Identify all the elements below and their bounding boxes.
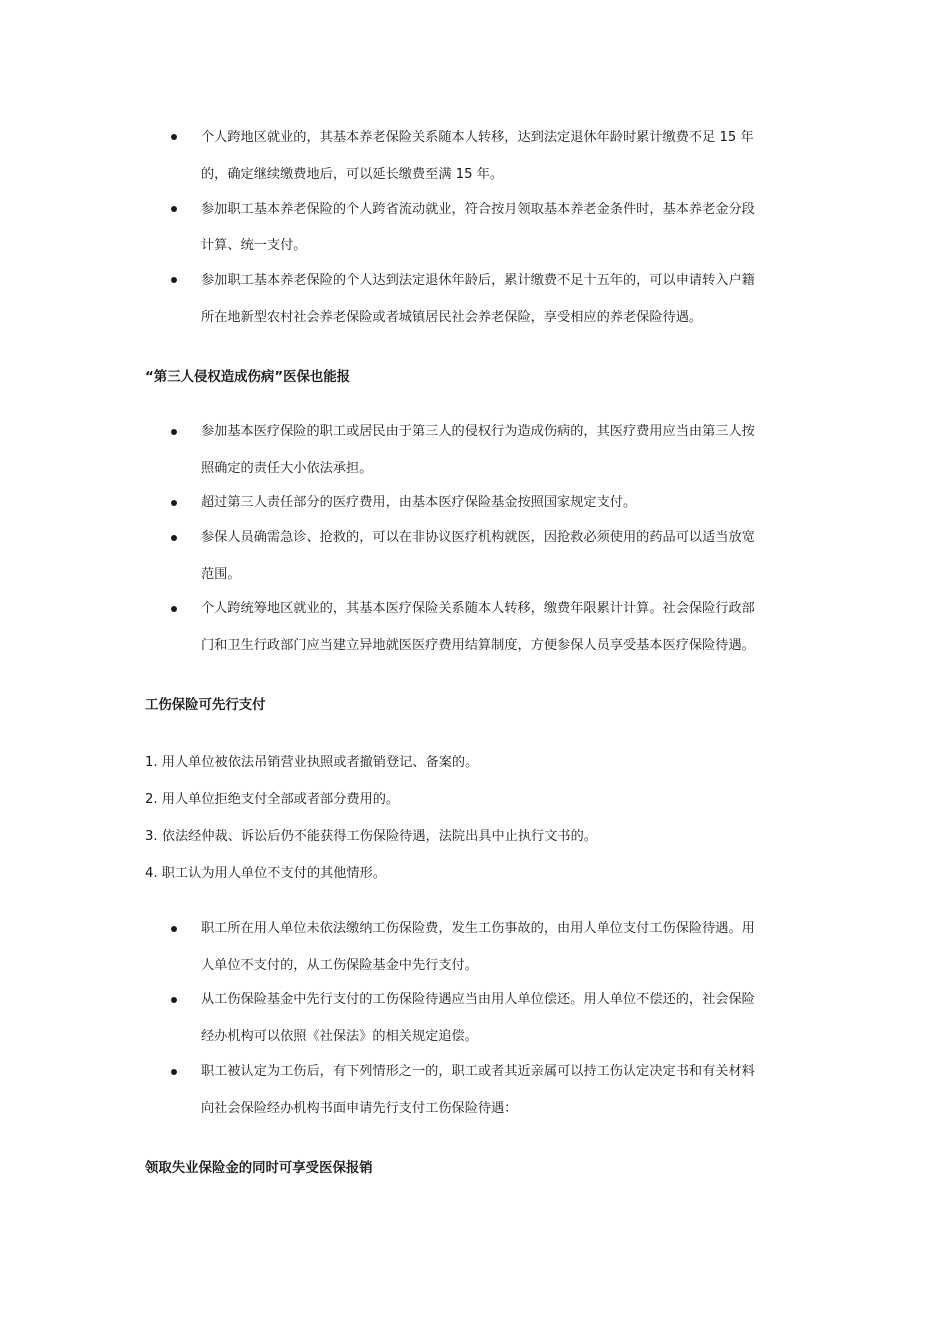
bullet-icon — [171, 134, 177, 140]
bullet-icon — [171, 997, 177, 1003]
bullet-text-line: 超过第三人责任部分的医疗费用，由基本医疗保险基金按照国家规定支付。 — [201, 495, 637, 510]
bullet-text-line: 所在地新型农村社会养老保险或者城镇居民社会养老保险，享受相应的养老保险待遇。 — [201, 310, 703, 325]
bullet-text-line: 计算、统一支付。 — [201, 238, 307, 253]
bullet-icon — [171, 926, 177, 932]
bullet-text-line: 个人跨统筹地区就业的，其基本医疗保险关系随本人转移，缴费年限累计计算。社会保险行政部 — [201, 601, 755, 616]
section-heading: “第三人侵权造成伤病”医保也能报 — [145, 370, 351, 385]
bullet-text-line: 参加基本医疗保险的职工或居民由于第三人的侵权行为造成伤病的，其医疗费用应当由第三人按 — [201, 424, 755, 439]
bullet-text-line: 参保人员确需急诊、抢救的，可以在非协议医疗机构就医，因抢救必须使用的药品可以适当放宽 — [201, 530, 755, 545]
bullet-text-line: 照确定的责任大小依法承担。 — [201, 461, 373, 476]
bullet-text-line: 参加职工基本养老保险的个人达到法定退休年龄后，累计缴费不足十五年的，可以申请转入户籍 — [201, 273, 755, 288]
section-heading: 工伤保险可先行支付 — [145, 698, 266, 713]
bullet-icon — [171, 606, 177, 612]
bullet-text-line: 个人跨地区就业的，其基本养老保险关系随本人转移，达到法定退休年龄时累计缴费不足 15 年 — [201, 130, 754, 145]
bullet-text-line: 范围。 — [201, 567, 241, 582]
bullet-icon — [171, 500, 177, 506]
bullet-icon — [171, 206, 177, 212]
bullet-text-line: 门和卫生行政部门应当建立异地就医医疗费用结算制度，方便参保人员享受基本医疗保险待遇。 — [201, 638, 755, 653]
numbered-item: 1. 用人单位被依法吊销营业执照或者撤销登记、备案的。 — [145, 755, 479, 770]
bullet-text-line: 参加职工基本养老保险的个人跨省流动就业，符合按月领取基本养老金条件时，基本养老金分段 — [201, 202, 755, 217]
bullet-icon — [171, 277, 177, 283]
bullet-text-line: 职工被认定为工伤后，有下列情形之一的，职工或者其近亲属可以持工伤认定决定书和有关材料 — [201, 1064, 755, 1079]
section-heading: 领取失业保险金的同时可享受医保报销 — [145, 1161, 373, 1176]
bullet-text-line: 经办机构可以依照《社保法》的相关规定追偿。 — [201, 1029, 478, 1044]
numbered-item: 3. 依法经仲裁、诉讼后仍不能获得工伤保险待遇，法院出具中止执行文书的。 — [145, 829, 597, 844]
numbered-item: 2. 用人单位拒绝支付全部或者部分费用的。 — [145, 792, 400, 807]
bullet-icon — [171, 1069, 177, 1075]
bullet-text-line: 人单位不支付的，从工伤保险基金中先行支付。 — [201, 958, 478, 973]
bullet-text-line: 向社会保险经办机构书面申请先行支付工伤保险待遇： — [201, 1101, 518, 1116]
bullet-icon — [171, 429, 177, 435]
bullet-text-line: 的，确定继续缴费地后，可以延长缴费至满 15 年。 — [201, 167, 504, 182]
numbered-item: 4. 职工认为用人单位不支付的其他情形。 — [145, 866, 386, 881]
bullet-icon — [171, 535, 177, 541]
bullet-text-line: 从工伤保险基金中先行支付的工伤保险待遇应当由用人单位偿还。用人单位不偿还的，社会保险 — [201, 992, 755, 1007]
bullet-text-line: 职工所在用人单位未依法缴纳工伤保险费，发生工伤事故的，由用人单位支付工伤保险待遇。用 — [201, 921, 755, 936]
